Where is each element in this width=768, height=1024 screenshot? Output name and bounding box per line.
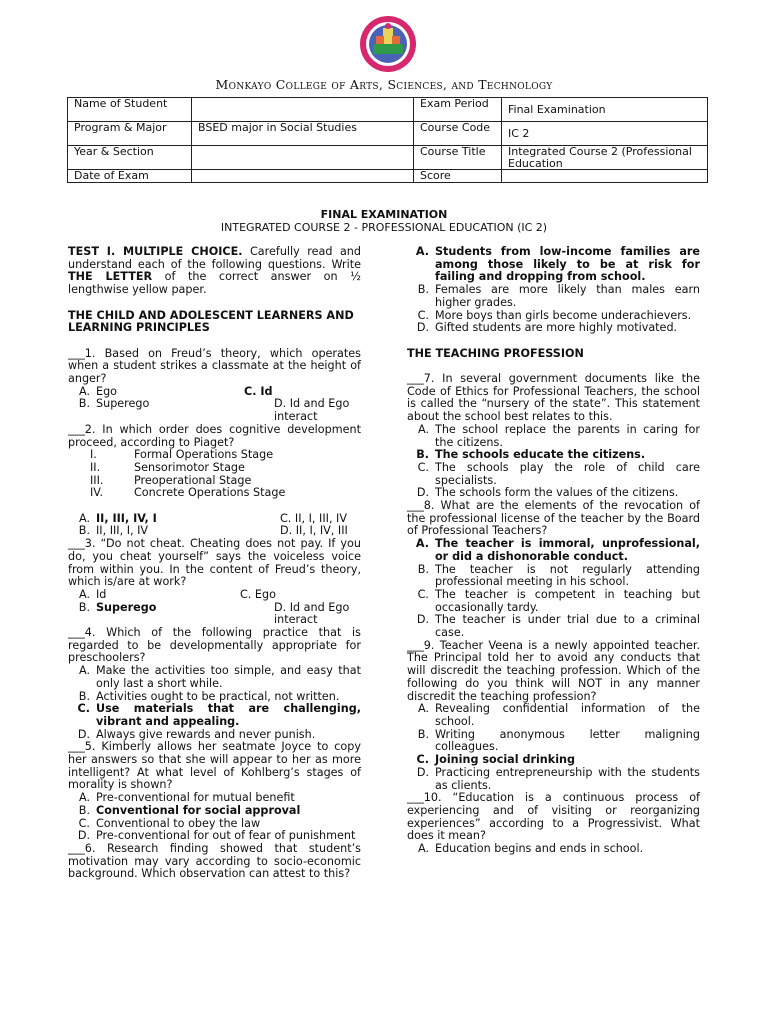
option-text: Always give rewards and never punish.: [96, 727, 316, 741]
option-letter: D.: [77, 727, 90, 741]
option-text: Revealing confidential information of the school.: [435, 702, 700, 728]
option-letter: B.: [78, 600, 90, 614]
option-letter: C.: [77, 702, 90, 716]
table-row: [68, 146, 708, 170]
question-10: ___10. “Education is a continuous process of experiencing and of visiting or reorganizing experiences” according to a Progressivist. What does it mean?: [407, 791, 700, 843]
option-text: The teacher is under trial due to a criminal case.: [435, 613, 700, 640]
label-cell: Year & Section: [68, 146, 192, 170]
exam-subtitle: INTEGRATED COURSE 2 - PROFESSIONAL EDUCATION (IC 2): [220, 221, 548, 234]
option-text: Use materials that are challenging, vibrant and appealing.: [96, 702, 361, 728]
name-input-cell[interactable]: [192, 98, 414, 122]
option-text: More boys than girls become underachievers.: [435, 308, 692, 322]
option-row: [68, 589, 361, 602]
option-text: C. Id: [244, 384, 273, 398]
option-text: Gifted students are more highly motivated.: [435, 321, 678, 335]
roman-text: Preoperational Stage: [134, 473, 252, 487]
score-input-cell[interactable]: [502, 170, 708, 183]
roman-text: Sensorimotor Stage: [134, 460, 245, 474]
value-cell: BSED major in Social Studies: [192, 122, 414, 146]
value-cell: Final Examination: [502, 98, 708, 122]
option-item: [407, 767, 700, 792]
roman-numeral: I.: [90, 448, 97, 462]
option-item: [407, 284, 700, 309]
option-item: [68, 805, 361, 818]
option-text: II, III, I, IV: [96, 524, 149, 538]
option-letter: B.: [78, 524, 90, 538]
question-9: ___9. Teacher Veena is a newly appointed teacher. The Principal told her to avoid any conducts that will discredit the teaching profession. Which of the following do you think will NOT in any manner discredit the teaching profession?: [407, 638, 700, 703]
option-item: [407, 246, 700, 284]
option-letter: A.: [417, 702, 429, 716]
option-item: [407, 754, 700, 767]
option-letter: A.: [415, 245, 429, 258]
table-row: [68, 98, 708, 122]
option-letter: A.: [78, 791, 90, 805]
option-item: [407, 538, 700, 563]
option-row: [68, 398, 361, 423]
question-3: ___3. “Do not cheat. Cheating does not pay. If you do, you cheat yourself” says the voiceless voice from within you. In the content of Freud’s theory, which is/are at work?: [68, 537, 361, 589]
option-text: Conventional to obey the law: [96, 816, 261, 830]
option-text: The schools form the values of the citizens.: [435, 486, 679, 500]
option-item: [407, 703, 700, 728]
exam-title: FINAL EXAMINATION: [320, 208, 448, 221]
option-item: [68, 703, 361, 728]
option-text: Superego: [96, 600, 157, 614]
option-item: [407, 843, 700, 856]
question-5: ___5. Kimberly allows her seatmate Joyce to copy her answers so that she will appear to her as more intelligent? At what level of Kohlberg’s stages of morality is shown?: [68, 740, 361, 792]
option-letter: D.: [416, 486, 429, 500]
question-2: ___2. In which order does cognitive development proceed, according to Piaget?: [68, 422, 361, 449]
option-text: Ego: [96, 384, 118, 398]
question-8: ___8. What are the elements of the revocation of the professional license of the teacher by the Board of Professional Teachers?: [407, 499, 700, 538]
option-text: Make the activities too simple, and easy that only last a short while.: [96, 664, 361, 690]
option-letter: A.: [78, 664, 90, 678]
label-cell: Course Title: [414, 146, 502, 170]
roman-text: Concrete Operations Stage: [134, 486, 286, 500]
option-text: The school replace the parents in caring for the citizens.: [435, 422, 700, 449]
option-letter: C.: [417, 308, 429, 322]
option-text: The schools play the role of child care specialists.: [435, 460, 700, 487]
question-1: ___1. Based on Freud’s theory, which operates when a student strikes a classmate at the height of anger?: [68, 346, 361, 385]
option-letter: C.: [78, 816, 90, 830]
option-letter: D.: [416, 765, 429, 779]
option-letter: A.: [78, 587, 90, 601]
option-text: Superego: [96, 397, 150, 411]
option-text: The teacher is not regularly attending professional meeting in his school.: [435, 562, 700, 589]
option-letter: B.: [417, 283, 429, 297]
option-letter: A.: [78, 384, 90, 398]
option-text: Activities ought to be practical, not written.: [96, 689, 340, 703]
option-text: The schools educate the citizens.: [435, 448, 646, 462]
option-letter: C.: [416, 753, 429, 767]
option-text: Females are more likely than males earn higher grades.: [435, 283, 700, 309]
option-letter: D.: [416, 321, 429, 335]
option-text: The teacher is competent in teaching but occasionally tardy.: [435, 587, 700, 614]
roman-numeral: II.: [90, 460, 101, 474]
option-text: D. Id and Ego interact: [274, 600, 350, 627]
option-text: The teacher is immoral, unprofessional, or did a dishonorable conduct.: [435, 537, 700, 563]
option-letter: C.: [417, 587, 429, 601]
label-cell: Course Code: [414, 122, 502, 146]
option-letter: A.: [78, 511, 90, 525]
value-cell: Integrated Course 2 (Professional Education: [502, 146, 708, 170]
college-seal-icon: [356, 14, 420, 74]
roman-item: [68, 462, 361, 475]
option-letter: D.: [416, 613, 429, 627]
option-letter: D.: [77, 829, 90, 843]
option-text: D. Id and Ego interact: [274, 397, 350, 424]
option-text: Pre-conventional for mutual benefit: [96, 791, 295, 805]
option-letter: B.: [416, 448, 429, 462]
right-column: [407, 246, 700, 856]
option-letter: B.: [78, 803, 90, 817]
value-cell: IC 2: [502, 122, 708, 146]
option-item: [68, 792, 361, 805]
option-item: [407, 614, 700, 639]
option-letter: A.: [417, 422, 429, 436]
option-item: [407, 589, 700, 614]
table-row: [68, 122, 708, 146]
option-text: D. II, I, IV, III: [280, 524, 348, 538]
test-heading: TEST I. MULTIPLE CHOICE.: [68, 245, 243, 258]
option-letter: A.: [415, 537, 429, 551]
left-column: [68, 246, 361, 881]
option-text: Practicing entrepreneurship with the students as clients.: [435, 765, 700, 792]
option-item: [407, 564, 700, 589]
section-input-cell[interactable]: [192, 146, 414, 170]
roman-numeral: III.: [90, 473, 104, 487]
option-text: C. Ego: [240, 587, 276, 601]
option-text: Joining social drinking: [435, 753, 576, 767]
student-info-table: [67, 97, 708, 183]
option-text: Writing anonymous letter maligning colleagues.: [435, 727, 700, 754]
roman-numeral: IV.: [90, 486, 104, 500]
section-heading: THE CHILD AND ADOLESCENT LEARNERS AND LEARNING PRINCIPLES: [68, 308, 354, 335]
option-letter: C.: [417, 460, 429, 474]
label-cell: Score: [414, 170, 502, 183]
option-letter: B.: [78, 397, 90, 411]
option-text: Conventional for social approval: [96, 803, 301, 817]
option-text: C. II, I, III, IV: [280, 511, 348, 525]
option-item: [407, 322, 700, 335]
option-text: II, III, IV, I: [96, 511, 157, 525]
option-item: [407, 424, 700, 449]
label-cell: Date of Exam: [68, 170, 192, 183]
label-cell: Program & Major: [68, 122, 192, 146]
option-letter: B.: [78, 689, 90, 703]
option-text: Students from low-income families are among those likely to be at risk for failing and dropping from school.: [435, 245, 700, 284]
question-4: ___4. Which of the following practice that is regarded to be developmentally appropriate for preschoolers?: [68, 626, 361, 665]
option-text: Id: [96, 587, 107, 601]
instruction-emphasis: THE LETTER: [68, 270, 153, 284]
instruction-text: Carefully read and understand each of the following questions. Write: [68, 245, 361, 271]
section-heading: THE TEACHING PROFESSION: [407, 346, 584, 360]
option-letter: A.: [417, 842, 429, 856]
option-text: Pre-conventional for out of fear of punishment: [96, 829, 356, 843]
question-7: ___7. In several government documents like the Code of Ethics for Professional Teachers, the school is called the “nursery of the state”. This statement about the school best relates to this.: [407, 372, 700, 424]
instruction-text: of the correct answer on ½ lengthwise yellow paper.: [68, 270, 361, 297]
roman-item: [68, 487, 361, 500]
date-input-cell[interactable]: [192, 170, 414, 183]
table-row: [68, 170, 708, 183]
label-cell: Name of Student: [68, 98, 192, 122]
roman-text: Formal Operations Stage: [134, 448, 274, 462]
option-item: [407, 729, 700, 754]
college-name: Monkayo College of Arts, Sciences, and Technology: [215, 77, 553, 92]
label-cell: Exam Period: [414, 98, 502, 122]
test-instructions: [68, 246, 361, 297]
option-item: [407, 462, 700, 487]
question-6: ___6. Research finding showed that student’s motivation may vary according to socio-economic background. Which observation can attest to this?: [68, 842, 361, 881]
option-letter: B.: [417, 727, 429, 741]
option-item: [68, 665, 361, 690]
option-letter: B.: [417, 562, 429, 576]
option-text: Education begins and ends in school.: [435, 842, 644, 856]
option-row: [68, 602, 361, 627]
